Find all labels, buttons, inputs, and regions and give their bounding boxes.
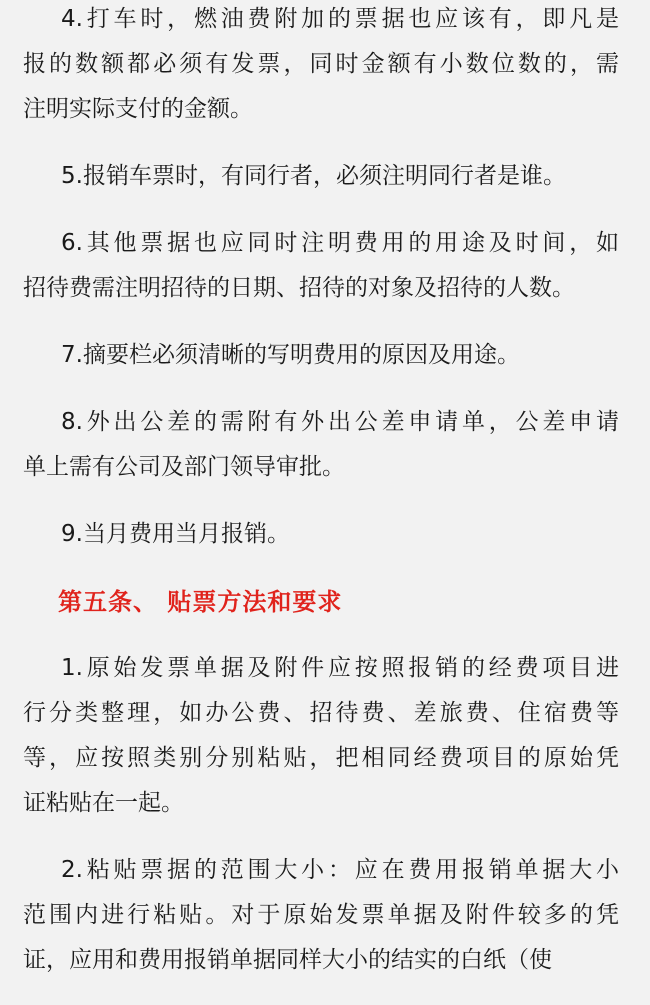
text-line: 行分类整理，如办公费、招待费、差旅费、住宿费等: [23, 700, 619, 726]
text-line: 9.当月费用当月报销。: [61, 521, 290, 547]
text-line: 5.报销车票时，有同行者，必须注明同行者是谁。: [61, 163, 566, 189]
text-line: 等，应按照类别分别粘贴，把相同经费项目的原始凭: [23, 745, 619, 771]
text-line: 单上需有公司及部门领导审批。: [23, 454, 345, 480]
paragraph: [23, 333, 619, 378]
section-five-items: [23, 646, 619, 983]
text-line: 4.打车时，燃油费附加的票据也应该有，即凡是: [61, 6, 619, 32]
text-line: 1.原始发票单据及附件应按照报销的经费项目进: [61, 655, 619, 681]
text-line: 范围内进行粘贴。对于原始发票单据及附件较多的凭: [23, 902, 619, 928]
text-line: 注明实际支付的金额。: [23, 96, 253, 122]
text-line: 证，应用和费用报销单据同样大小的结实的白纸（使: [23, 947, 552, 973]
section-heading: 第五条、 贴票方法和要求: [58, 587, 343, 616]
paragraph: [23, 221, 619, 311]
paragraph: [23, 512, 619, 557]
paragraph: [23, 154, 619, 199]
paragraph: [23, 0, 619, 132]
text-line: 2.粘贴票据的范围大小：应在费用报销单据大小: [61, 857, 619, 883]
text-line: 证粘贴在一起。: [23, 790, 184, 816]
text-line: 8.外出公差的需附有外出公差申请单，公差申请: [61, 409, 619, 435]
text-line: 6.其他票据也应同时注明费用的用途及时间，如: [61, 230, 619, 256]
text-line: 7.摘要栏必须清晰的写明费用的原因及用途。: [61, 342, 520, 368]
document-body: [23, 0, 619, 1005]
section-items-4-9: [23, 0, 619, 557]
paragraph: [23, 848, 619, 983]
text-line: 报的数额都必须有发票，同时金额有小数位数的，需: [23, 51, 619, 77]
paragraph: [23, 400, 619, 490]
paragraph: [23, 646, 619, 826]
text-line: 招待费需注明招待的日期、招待的对象及招待的人数。: [23, 275, 575, 301]
